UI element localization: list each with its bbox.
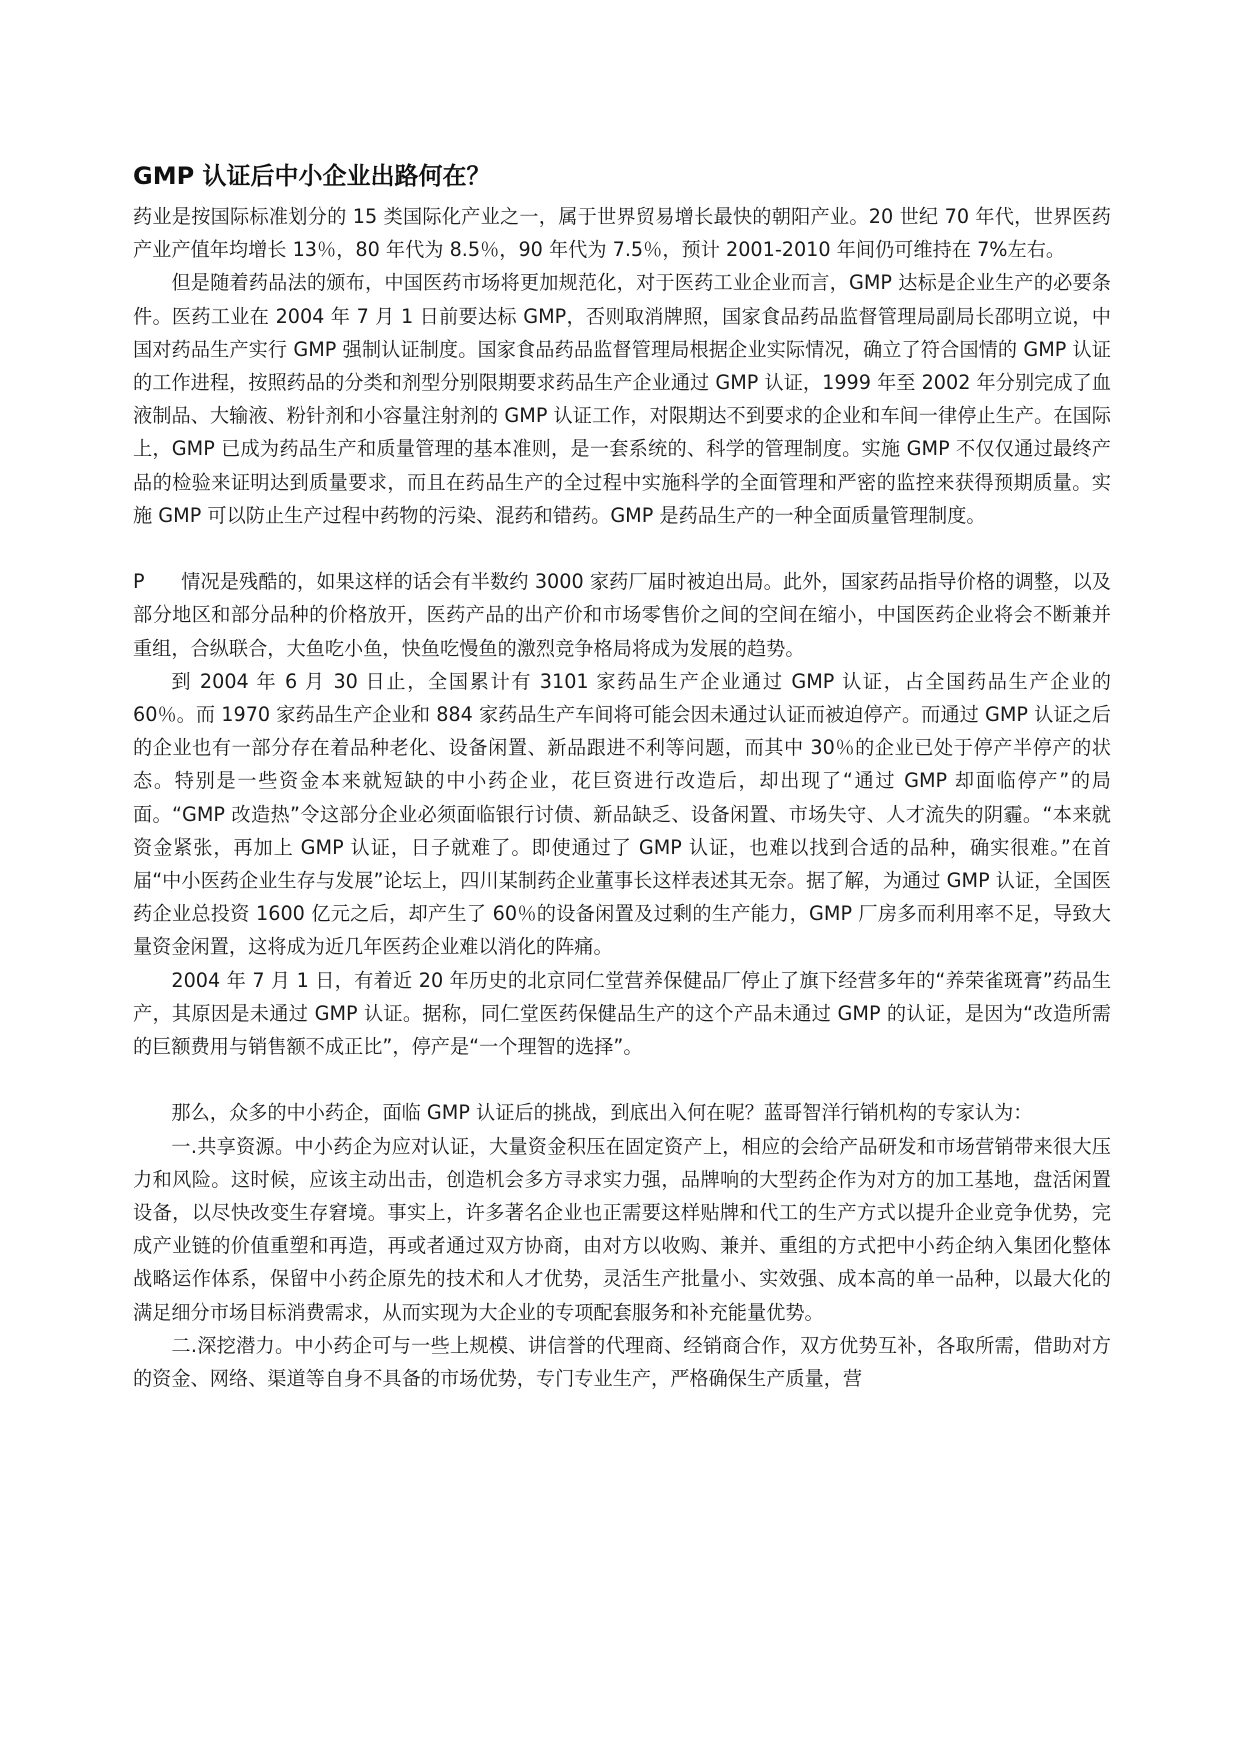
paragraph-dig-potential: 二.深挖潜力。中小药企可与一些上规模、讲信誉的代理商、经销商合作，双方优势互补，各取所需，借助对方的资金、网络、渠道等自身不具备的市场优势，专门专业生产，严格确保生产质量，营 [133, 1333, 1111, 1391]
paragraph-question: 那么，众多的中小药企，面临 GMP 认证后的挑战，到底出入何在呢？蓝哥智洋行销机构的专家认为： [171, 1101, 1033, 1125]
paragraph-situation [133, 565, 1111, 665]
document-page [133, 160, 1111, 1395]
document-title: GMP 认证后中小企业出路何在？ [133, 162, 491, 190]
lead-letter: P [133, 570, 145, 594]
paragraph-statistics: 到 2004 年 6 月 30 日止，全国累计有 3101 家药品生产企业通过 GMP 认证，占全国药品生产企业的 60％。而 1970 家药品生产企业和 884 家药品生产车间将可能会因未通过认证而被迫停产。而通过 GMP 认证之后的企业也有一部分存在着品种老化、设备闲置、新品跟进不利等问题，而其中 30％的企业已处于停产半停产的状态。特别是一些资金本来就短缺的中小药企业，花巨资进行改造后，却出现了“通过 GMP 却面临停产”的局面。“GMP 改造热”令这部分企业必须面临银行讨债、新品缺乏、设备闲置、市场失守、人才流失的阴霾。“本来就资金紧张，再加上 GMP 认证，日子就难了。即使通过了 GMP 认证，也难以找到合适的品种，确实很难。”在首届“中小医药企业生存与发展”论坛上，四川某制药企业董事长这样表述其无奈。据了解，为通过 GMP 认证，全国医药企业总投资 1600 亿元之后，却产生了 60％的设备闲置及过剩的生产能力，GMP 厂房多而利用率不足，导致大量资金闲置，这将成为近几年医药企业难以消化的阵痛。 [133, 669, 1111, 959]
paragraph-tongrentang: 2004 年 7 月 1 日，有着近 20 年历史的北京同仁堂营养保健品厂停止了旗下经营多年的“养荣雀斑膏”药品生产，其原因是未通过 GMP 认证。据称，同仁堂医药保健品生产的这个产品未通过 GMP 的认证，是因为“改造所需的巨额费用与销售额不成正比”，停产是“一个理智的选择”。 [133, 968, 1112, 1059]
paragraph-situation-text: 情况是残酷的，如果这样的话会有半数约 3000 家药厂届时被迫出局。此外，国家药品指导价格的调整，以及部分地区和部分品种的价格放开，医药产品的出产价和市场零售价之间的空间在缩小，中国医药企业将会不断兼并重组，合纵联合，大鱼吃小鱼，快鱼吃慢鱼的激烈竞争格局将成为发展的趋势。 [133, 570, 1111, 660]
paragraph-share-resources: 一.共享资源。中小药企为应对认证，大量资金积压在固定资产上，相应的会给产品研发和市场营销带来很大压力和风险。这时候，应该主动出击，创造机会多方寻求实力强，品牌响的大型药企作为对方的加工基地，盘活闲置设备，以尽快改变生存窘境。事实上，许多著名企业也正需要这样贴牌和代工的生产方式以提升企业竞争优势，完成产业链的价值重塑和再造，再或者通过双方协商，由对方以收购、兼并、重组的方式把中小药企纳入集团化整体战略运作体系，保留中小药企原先的技术和人才优势，灵活生产批量小、实效强、成本高的单一品种，以最大化的满足细分市场目标消费需求，从而实现为大企业的专项配套服务和补充能量优势。 [133, 1134, 1111, 1324]
paragraph-gap [133, 1063, 1111, 1096]
paragraph-gap [133, 532, 1111, 565]
paragraph-intro: 药业是按国际标准划分的 15 类国际化产业之一，属于世界贸易增长最快的朝阳产业。20 世纪 70 年代，世界医药产业产值年均增长 13％，80 年代为 8.5％，90 年代为 7.5％，预计 2001-2010 年间仍可维持在 7%左右。 [133, 205, 1111, 262]
paragraph-gmp-regulation: 但是随着药品法的颁布，中国医药市场将更加规范化，对于医药工业企业而言，GMP 达标是企业生产的必要条件。医药工业在 2004 年 7 月 1 日前要达标 GMP，否则取消牌照，国家食品药品监督管理局副局长邵明立说，中国对药品生产实行 GMP 强制认证制度。国家食品药品监督管理局根据企业实际情况，确立了符合国情的 GMP 认证的工作进程，按照药品的分类和剂型分别限期要求药品生产企业通过 GMP 认证，1999 年至 2002 年分别完成了血液制品、大输液、粉针剂和小容量注射剂的 GMP 认证工作，对限期达不到要求的企业和车间一律停止生产。在国际上，GMP 已成为药品生产和质量管理的基本准则，是一套系统的、科学的管理制度。实施 GMP 不仅仅通过最终产品的检验来证明达到质量要求，而且在药品生产的全过程中实施科学的全面管理和严密的监控来获得预期质量。实施 GMP 可以防止生产过程中药物的污染、混药和错药。GMP 是药品生产的一种全面质量管理制度。 [133, 271, 1111, 527]
